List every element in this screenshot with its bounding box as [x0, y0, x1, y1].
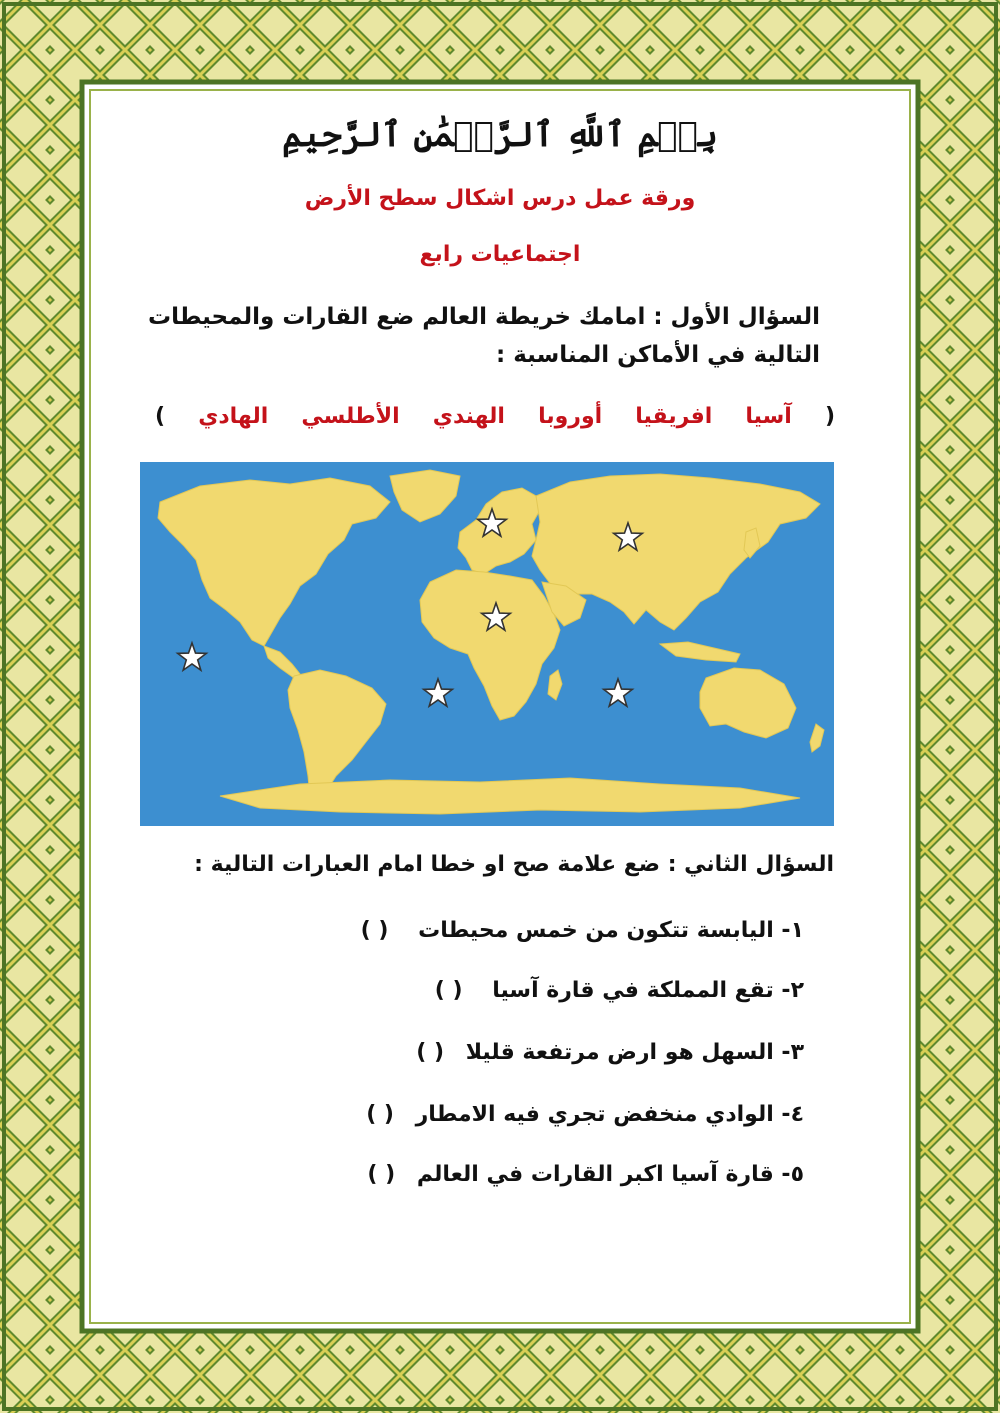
- basmala-heading: بِسۡمِ ٱللَّهِ ٱلرَّحۡمَٰنِ ٱلرَّحِيمِ: [282, 115, 718, 155]
- statement-1-text: ١- اليابسة تتكون من خمس محيطات: [418, 918, 804, 943]
- statement-1: [361, 918, 804, 943]
- worksheet-subtitle: اجتماعيات رابع: [419, 242, 581, 267]
- statement-3-text: ٣- السهل هو ارض مرتفعة قليلا: [465, 1040, 804, 1065]
- question-1-options: [155, 404, 835, 429]
- option-atlantic: الأطلسي: [301, 404, 400, 429]
- worksheet-content: [100, 100, 900, 1313]
- statement-4: [366, 1102, 804, 1127]
- statement-4-answer-box[interactable]: ( ): [366, 1102, 394, 1127]
- question-2-text: السؤال الثاني : ضع علامة صح او خطا امام العبارات التالية :: [194, 852, 834, 877]
- statement-5-text: ٥- قارة آسيا اكبر القارات في العالم: [416, 1162, 804, 1187]
- world-map: [140, 462, 834, 826]
- statement-5-answer-box[interactable]: ( ): [367, 1162, 396, 1187]
- option-europe: أوروبا: [538, 404, 603, 429]
- option-pacific: الهادي: [198, 404, 269, 429]
- statement-5: [367, 1162, 804, 1187]
- question-1-text: السؤال الأول : امامك خريطة العالم ضع القارات والمحيطات التالية في الأماكن المناسبة :: [147, 304, 820, 368]
- close-paren: ): [155, 404, 166, 429]
- world-map-svg: [140, 462, 834, 826]
- option-indian: الهندي: [432, 404, 505, 429]
- statement-4-text: ٤- الوادي منخفض تجري فيه الامطار: [415, 1102, 804, 1127]
- option-africa: افريقيا: [635, 404, 713, 429]
- worksheet-title: ورقة عمل درس اشكال سطح الأرض: [304, 186, 696, 211]
- open-paren: (: [824, 404, 835, 429]
- statement-2: [435, 978, 804, 1003]
- statement-2-answer-box[interactable]: ( ): [434, 978, 463, 1003]
- option-asia: آسيا: [745, 404, 792, 429]
- statement-3: [416, 1040, 804, 1065]
- statement-2-text: ٢- تقع المملكة في قارة آسيا: [492, 978, 804, 1003]
- statement-3-answer-box[interactable]: ( ): [416, 1040, 445, 1065]
- statement-1-answer-box[interactable]: ( ): [360, 918, 389, 943]
